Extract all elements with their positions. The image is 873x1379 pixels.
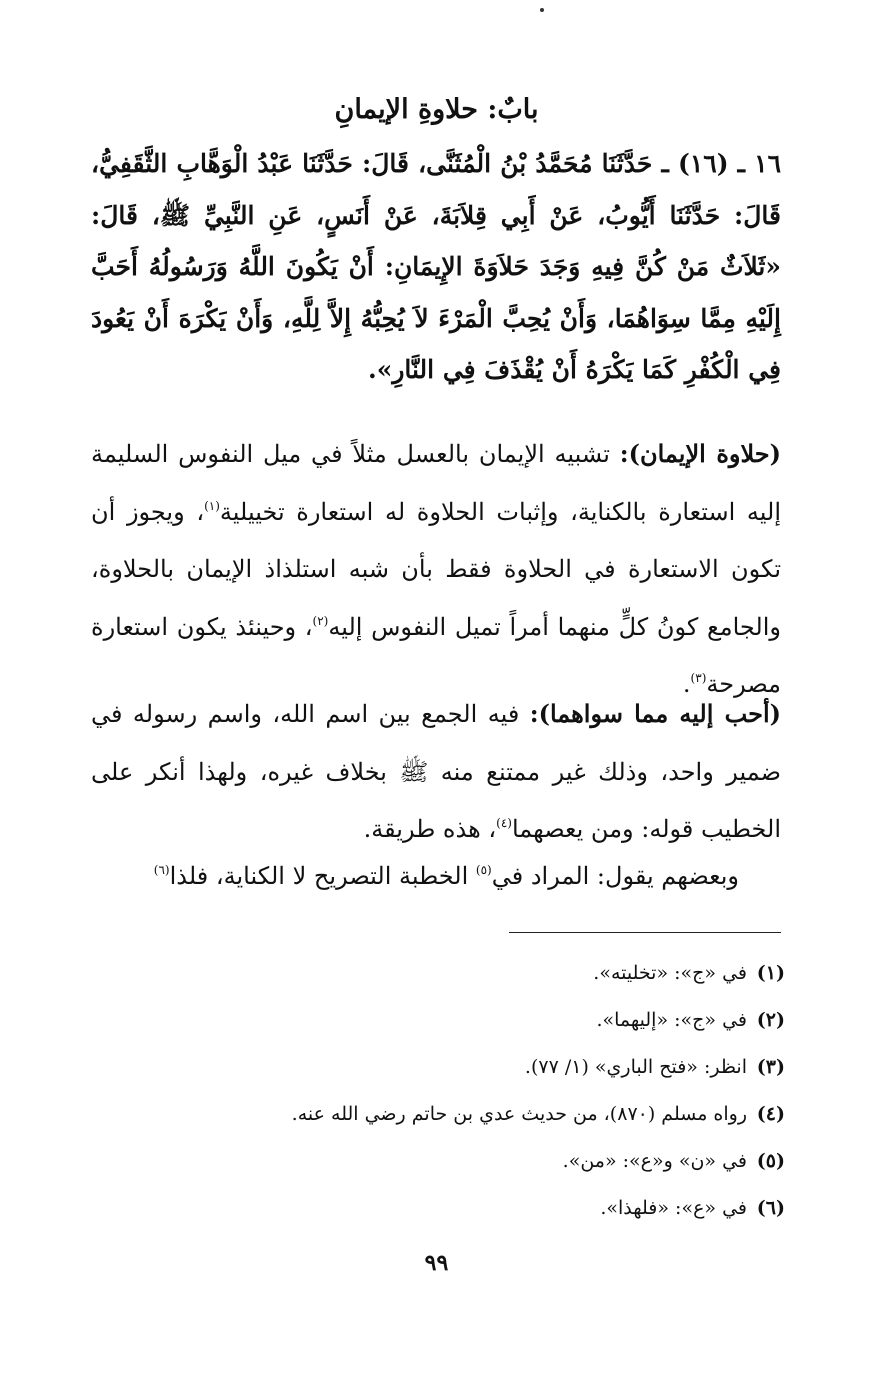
page-number: ٩٩ xyxy=(424,1250,449,1276)
footnotes-list xyxy=(85,950,785,1232)
commentary-paragraph-3 xyxy=(91,848,781,906)
footnote-text: في «ج»: «إليهما». xyxy=(596,1009,747,1031)
footnote-item xyxy=(85,1091,785,1138)
footnote-text: رواه مسلم (٨٧٠)، من حديث عدي بن حاتم رضي الله عنه. xyxy=(291,1103,747,1125)
commentary-term-1: (حلاوة الإيمان): xyxy=(619,439,782,468)
commentary-text: . xyxy=(682,670,691,698)
footnote-ref-4[interactable]: (٤) xyxy=(496,816,512,830)
commentary-text: ، وحينئذ يكون استعارة مصرحة xyxy=(91,612,781,698)
footnote-text: انظر: «فتح الباري» (١/ ٧٧). xyxy=(524,1056,747,1078)
commentary-text: الخطبة التصريح لا الكناية، فلذا xyxy=(169,862,476,890)
footnote-text: في «ع»: «فلهذا». xyxy=(600,1197,747,1219)
footnote-number: (٦) xyxy=(756,1197,785,1219)
hadith-text: ١٦ ـ (١٦) ـ حَدَّثَنَا مُحَمَّدُ بْنُ الْمُثَنَّى، قَالَ: حَدَّثَنَا عَبْدُ الْوَهَّابِ الثَّقَفِيُّ، قَالَ: حَدَّثَنَا أَيُّوبُ، عَنْ أَبِي قِلاَبَةَ، عَنْ أَنَسٍ، عَنِ النَّبِيِّ ﷺ، قَالَ: «ثَلاَثٌ مَنْ كُنَّ فِيهِ وَجَدَ حَلاَوَةَ الإِيمَانِ: أَنْ يَكُونَ اللَّهُ وَرَسُولُهُ أَحَبَّ إِلَيْهِ مِمَّا سِوَاهُمَا، وَأَنْ يُحِبَّ الْمَرْءَ لاَ يُحِبُّهُ إِلاَّ لِلَّهِ، وَأَنْ يَكْرَهَ أَنْ يَعُودَ فِي الْكُفْرِ كَمَا يَكْرَهُ أَنْ يُقْذَفَ فِي النَّارِ». xyxy=(91,149,782,384)
commentary-text: ، ويجوز أن تكون الاستعارة في الحلاوة فقط بأن شبه استلذاذ الإيمان بالحلاوة، والجامع كونُ كلٍّ منهما أمراً تميل النفوس إليه xyxy=(91,497,781,641)
footnote-item xyxy=(85,1185,785,1232)
footnote-ref-2[interactable]: (٢) xyxy=(312,613,329,628)
print-speck xyxy=(540,8,544,12)
commentary-text: تشبيه الإيمان بالعسل مثلاً في ميل النفوس السليمة إليه استعارة بالكناية، وإثبات الحلاوة له استعارة تخييلية xyxy=(91,440,781,526)
footnote-number: (٣) xyxy=(756,1056,785,1078)
footnote-number: (٥) xyxy=(756,1150,785,1172)
footnote-item xyxy=(85,1044,785,1091)
footnote-ref-1[interactable]: (١) xyxy=(204,498,220,513)
commentary-text: وبعضهم يقول: المراد في xyxy=(491,862,739,890)
footnote-ref-3[interactable]: (٣) xyxy=(690,671,707,685)
chapter-title: بابٌ: حلاوةِ الإيمانِ xyxy=(334,94,539,126)
footnote-ref-5[interactable]: (٥) xyxy=(475,863,492,877)
footnote-number: (٢) xyxy=(756,1009,785,1031)
commentary-paragraph-2 xyxy=(91,685,781,859)
footnote-ref-6[interactable]: (٦) xyxy=(153,863,170,877)
footnote-item xyxy=(85,950,785,997)
commentary-term-2: (أحب إليه مما سواهما): xyxy=(529,699,782,728)
commentary-paragraph-1 xyxy=(91,425,781,714)
footnote-number: (١) xyxy=(756,962,785,984)
footnote-text: في «ج»: «تخليته». xyxy=(593,962,747,984)
footnote-number: (٤) xyxy=(756,1103,785,1125)
commentary-text: فيه الجمع بين اسم الله، واسم رسوله في ضمير واحد، وذلك غير ممتنع منه ﷺ بخلاف غيره، ولهذا أنكر على الخطيب قوله: ومن يعصهما xyxy=(91,700,781,843)
footnote-item xyxy=(85,997,785,1044)
footnote-divider xyxy=(509,932,781,933)
footnote-text: في «ن» و«ع»: «من». xyxy=(562,1150,747,1172)
footnote-item xyxy=(85,1138,785,1185)
commentary-text: ، هذه طريقة. xyxy=(363,815,497,843)
